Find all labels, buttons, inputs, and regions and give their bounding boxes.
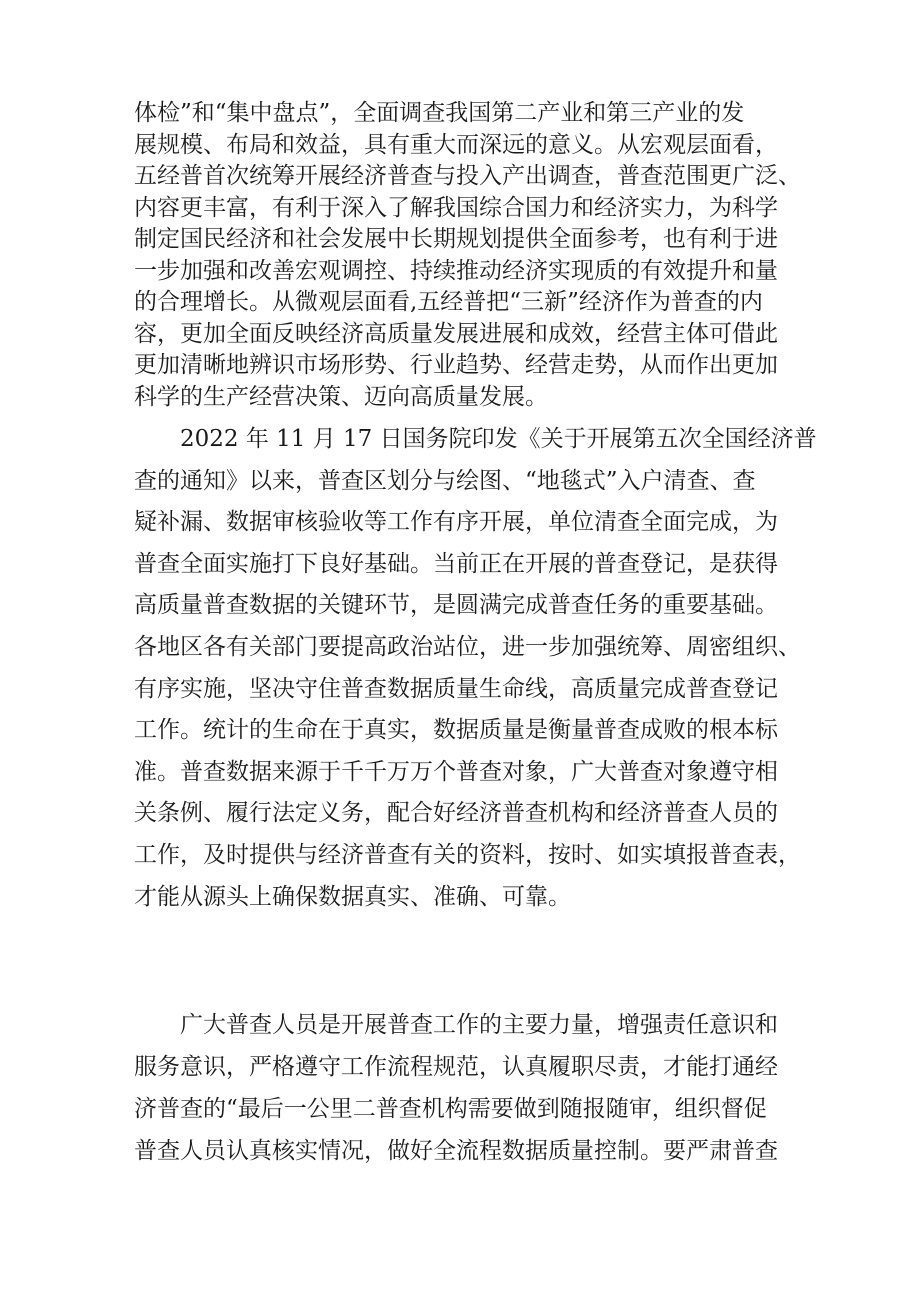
text-line: 高质量普查数据的关键环节，是圆满完成普查任务的重要基础。 [134, 592, 778, 619]
text-line: 准。普查数据来源于千千万万个普查对象，广大普查对象遵守相 [134, 758, 778, 785]
text-line: 各地区各有关部门要提高政治站位，进一步加强统筹、周密组织、 [134, 633, 801, 660]
text-line: 制定国民经济和社会发展中长期规划提供全面参考，也有利于进 [134, 226, 778, 252]
text-line: 广大普查人员是开展普查工作的主要力量，增强责任意识和 [134, 1012, 778, 1038]
text-line: 工作，及时提供与经济普查有关的资料，按时、如实填报普查表， [134, 841, 801, 868]
text-line: 展规模、布局和效益，具有重大而深远的意义。从宏观层面看， [134, 131, 778, 158]
text-line: 服务意识，严格遵守工作流程规范，认真履职尽责，才能打通经 [134, 1054, 778, 1080]
text-line: 五经普首次统筹开展经济普查与投入产出调查，普查范围更广泛、 [134, 163, 801, 189]
text-line: 2022 年 11 月 17 日国务院印发《关于开展第五次全国经济普 [134, 426, 817, 452]
text-line: 查的通知》以来，普查区划分与绘图、“地毯式”入户清查、查 [134, 467, 756, 494]
text-line: 济普查的“最后一公里二普查机构需要做到随报随审，组织督促 [134, 1096, 767, 1122]
text-line: 容，更加全面反映经济高质量发展进展和成效，经营主体可借此 [134, 320, 778, 347]
text-line: 工作。统计的生命在于真实，数据质量是衡量普查成败的根本标 [134, 717, 778, 744]
text-line: 体检”和“集中盘点”，全面调查我国第二产业和第三产业的发 [134, 100, 745, 126]
text-line: 更加清晰地辨识市场形势、行业趋势、经营走势，从而作出更加 [134, 352, 778, 378]
text-line: 普查人员认真核实情况，做好全流程数据质量控制。要严肃普查 [134, 1138, 778, 1164]
paragraph-1 [134, 98, 801, 413]
text-line: 有序实施，坚决守住普查数据质量生命线，高质量完成普查登记 [134, 675, 778, 702]
text-line: 内容更丰富，有利于深入了解我国综合国力和经济实力，为科学 [134, 194, 778, 221]
text-line: 的合理增长。从微观层面看,五经普把“三新”经济作为普查的内 [134, 289, 763, 315]
paragraph-3 [134, 1004, 794, 1172]
text-line: 普查全面实施打下良好基础。当前正在开展的普查登记，是获得 [134, 550, 778, 577]
text-line: 科学的生产经营决策、迈向高质量发展。 [134, 383, 548, 410]
text-line: 关条例、履行法定义务，配合好经济普查机构和经济普查人员的 [134, 800, 778, 827]
text-line: 疑补漏、数据审核验收等工作有序开展，单位清查全面完成，为 [134, 509, 778, 536]
text-line: 才能从源头上确保数据真实、准确、可靠。 [134, 883, 571, 910]
text-line: 一步加强和改善宏观调控、持续推动经济实现质的有效提升和量 [134, 257, 778, 284]
paragraph-2 [134, 419, 817, 918]
